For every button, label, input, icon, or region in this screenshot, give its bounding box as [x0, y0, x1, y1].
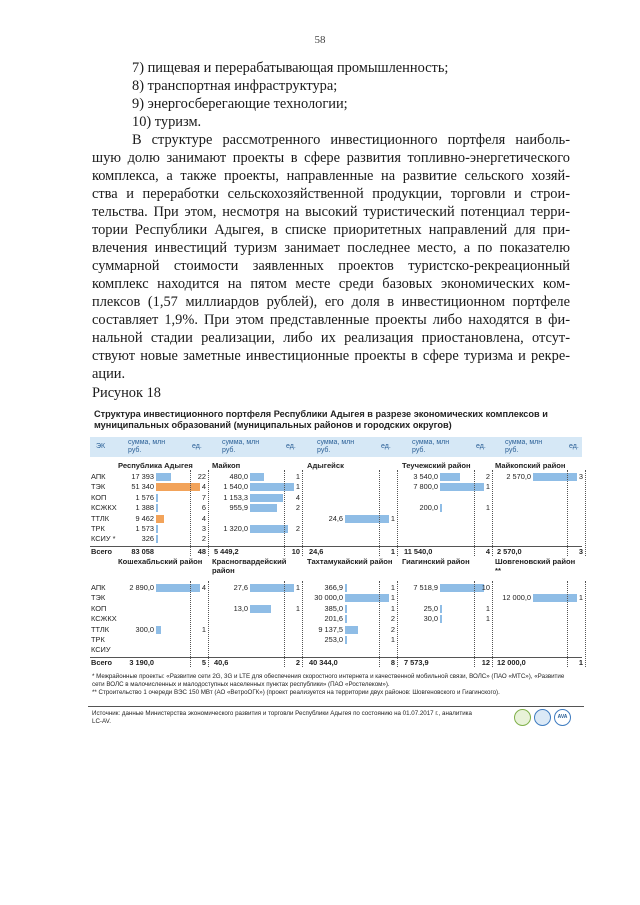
header-count: ед.	[476, 443, 486, 450]
municipality-name: Майкоп	[212, 461, 241, 470]
header-sum: сумма, млн руб.	[412, 439, 450, 454]
data-bar	[156, 626, 161, 634]
paragraph-line: тории Республики Адыгея, в списке приоритетных направлений для при-	[92, 222, 570, 238]
column-separator	[190, 581, 191, 667]
paragraph-line: комплекс находится на пятом месте среди базовых экономических ком-	[92, 276, 570, 292]
count-value: 2	[390, 614, 395, 624]
count-value: 1	[295, 472, 300, 481]
column-separator	[379, 470, 380, 556]
row-label: АПК	[91, 472, 106, 481]
total-count: 10	[291, 546, 300, 556]
total-sum: 40 344,0	[309, 657, 338, 667]
body-paragraph	[92, 131, 570, 383]
row-label: Всего	[91, 657, 113, 667]
total-count: 12	[481, 657, 490, 667]
sum-value: 955,9	[229, 503, 248, 513]
row-label: ТТЛК	[91, 513, 110, 523]
data-bar	[440, 605, 442, 613]
sum-value: 1 153,3	[223, 492, 248, 502]
municipality-name: Теучежский район	[402, 461, 471, 470]
count-value: 2	[295, 524, 300, 533]
count-value: 1	[201, 624, 206, 634]
data-bar	[156, 535, 158, 543]
municipality-name: Гиагинский район	[402, 557, 470, 566]
sum-value: 9 137,5	[318, 624, 343, 634]
count-value: 1	[390, 513, 395, 523]
numbered-list	[132, 59, 448, 131]
sum-value: 201,6	[324, 614, 343, 624]
count-value: 1	[295, 482, 300, 492]
paragraph-line: плексов (1,57 миллиардов рублей), его доля в инвестиционном портфеле	[92, 294, 570, 310]
row-label: АПК	[91, 583, 106, 592]
row-label: КСИУ *	[91, 534, 116, 544]
row-label: КСЖКХ	[91, 503, 117, 513]
total-sum: 5 449,2	[214, 546, 239, 556]
row-label: КОП	[91, 492, 107, 502]
note-item: ** Строительство 1 очереди ВЭС 150 МВт (АО «ВетроОГК») (проект реализуется на территории двух районов: Шовгеновского и Гиагинского).	[92, 689, 500, 696]
total-count: 48	[197, 546, 206, 556]
paragraph-line: ации.	[92, 366, 126, 382]
header-sum: сумма, млн руб.	[505, 439, 543, 454]
count-value: 10	[481, 583, 490, 592]
sum-value: 366,9	[324, 583, 343, 592]
sum-value: 3 540,0	[413, 472, 438, 481]
total-sum: 2 570,0	[497, 546, 522, 556]
sum-value: 12 000,0	[502, 593, 531, 603]
count-value: 22	[197, 472, 206, 481]
source-divider	[88, 706, 584, 707]
count-value: 2	[485, 472, 490, 481]
publisher-logos	[514, 709, 586, 725]
total-count: 8	[390, 657, 395, 667]
header-sum: сумма, млн руб.	[317, 439, 355, 454]
paragraph-line: В структуре рассмотренного инвестиционного портфеля наиболь-	[132, 132, 570, 148]
count-value: 1	[295, 583, 300, 592]
count-value: 1	[390, 593, 395, 603]
total-divider	[90, 546, 582, 547]
paragraph-line: нальной стадии реализации, либо их реализация приостановлена, отсут-	[92, 330, 570, 346]
data-bar	[345, 636, 347, 644]
sum-value: 7 800,0	[413, 482, 438, 492]
municipality-name: Тахтамукайский район	[307, 557, 393, 566]
sum-value: 2 890,0	[129, 583, 154, 592]
municipality-name: Адыгейск	[307, 461, 344, 470]
row-label: ТРК	[91, 635, 105, 644]
data-bar	[156, 525, 158, 533]
data-bar	[156, 473, 171, 481]
figure-source: Источник: данные Министерства экономического развития и торговли Республики Адыгея по состоянию на 01.07.2017 г., аналитика LC-AV.	[92, 710, 472, 725]
data-bar	[250, 473, 264, 481]
column-separator	[397, 581, 398, 667]
total-sum: 83 058	[131, 546, 154, 556]
total-count: 3	[578, 546, 583, 556]
count-value: 1	[390, 635, 395, 644]
header-count: ед.	[569, 443, 579, 450]
count-value: 1	[485, 482, 490, 492]
data-bar	[345, 584, 347, 592]
total-sum: 7 573,9	[404, 657, 429, 667]
total-count: 1	[578, 657, 583, 667]
column-separator	[474, 470, 475, 556]
sum-value: 300,0	[135, 624, 154, 634]
blue-emblem-icon	[534, 709, 551, 726]
count-value: 3	[578, 472, 583, 481]
paragraph-line: ствуют новые заметные инвестиционные проекты в сфере туризма и рекре-	[92, 348, 570, 364]
data-bar	[345, 626, 358, 634]
sum-value: 27,6	[233, 583, 248, 592]
column-separator	[567, 581, 568, 667]
sum-value: 51 340	[131, 482, 154, 492]
total-sum: 24,6	[309, 546, 324, 556]
data-bar	[440, 504, 442, 512]
column-separator	[190, 470, 191, 556]
total-count: 5	[201, 657, 206, 667]
sum-value: 1 576	[135, 492, 154, 502]
count-value: 3	[201, 524, 206, 533]
data-bar	[156, 504, 158, 512]
paragraph-line: ства и переработки сельскохозяйственной продукции, торговли и строи-	[92, 186, 570, 202]
column-separator	[585, 581, 586, 667]
total-sum: 3 190,0	[129, 657, 154, 667]
count-value: 4	[295, 492, 300, 502]
sum-value: 30 000,0	[314, 593, 343, 603]
column-separator	[379, 581, 380, 667]
investment-portfolio-figure	[88, 406, 584, 676]
sum-value: 25,0	[423, 603, 438, 613]
total-count: 2	[295, 657, 300, 667]
sum-value: 30,0	[423, 614, 438, 624]
count-value: 7	[201, 492, 206, 502]
data-bar	[250, 494, 283, 502]
header-sum: сумма, млн руб.	[128, 439, 166, 454]
page-number: 58	[314, 34, 326, 46]
sum-value: 1 320,0	[223, 524, 248, 533]
count-value: 1	[485, 503, 490, 513]
list-item: 8) транспортная инфраструктура;	[132, 78, 338, 94]
count-value: 1	[578, 593, 583, 603]
sum-value: 17 393	[131, 472, 154, 481]
data-bar	[156, 494, 158, 502]
total-sum: 12 000,0	[497, 657, 526, 667]
paragraph-line: составляет 1,9%. При этом представленные проекты либо находятся в фи-	[92, 312, 570, 328]
count-value: 1	[485, 614, 490, 624]
figure-title: Структура инвестиционного портфеля Республики Адыгея в разрезе экономических комплексов и муниципальных образований (муниципальных районов и городских округов)	[94, 409, 548, 430]
column-separator	[585, 470, 586, 556]
header-count: ед.	[192, 443, 202, 450]
count-value: 2	[201, 534, 206, 544]
data-bar	[156, 515, 164, 523]
data-bar	[250, 525, 288, 533]
figure-label: Рисунок 18	[92, 385, 161, 401]
municipality-name: Шовгеновский район **	[495, 557, 576, 575]
count-value: 1	[295, 603, 300, 613]
sum-value: 24,6	[328, 513, 343, 523]
data-bar	[440, 473, 460, 481]
sum-value: 1 540,0	[223, 482, 248, 492]
column-separator	[474, 581, 475, 667]
sum-value: 7 518,9	[413, 583, 438, 592]
sum-value: 9 462	[135, 513, 154, 523]
data-bar	[440, 615, 442, 623]
row-label: ТЭК	[91, 482, 106, 492]
row-label: ТЭК	[91, 593, 106, 603]
count-value: 1	[485, 603, 490, 613]
municipality-name: Республика Адыгея	[118, 461, 193, 470]
paragraph-line: шую долю занимают проекты в сфере развития топливно-энергетического	[92, 150, 570, 166]
header-count: ед.	[286, 443, 296, 450]
green-emblem-icon	[514, 709, 531, 726]
paragraph-line: влечения инвестиций туризм занимает последнее место, а по показателю	[92, 240, 570, 256]
sum-value: 1 388	[135, 503, 154, 513]
sum-value: 385,0	[324, 603, 343, 613]
count-value: 1	[390, 583, 395, 592]
row-label: ТРК	[91, 524, 105, 533]
data-bar	[250, 605, 271, 613]
row-label: ТТЛК	[91, 624, 110, 634]
sum-value: 1 573	[135, 524, 154, 533]
column-separator	[284, 470, 285, 556]
count-value: 2	[295, 503, 300, 513]
data-bar	[250, 504, 277, 512]
sum-value: 480,0	[229, 472, 248, 481]
header-sum: сумма, млн руб.	[222, 439, 260, 454]
municipality-name: Майкопский район	[495, 461, 566, 470]
total-sum: 11 540,0	[404, 546, 433, 556]
paragraph-line: комплекса, а также проекты, направленные на развитие сельского хозяй-	[92, 168, 570, 184]
data-bar	[345, 615, 347, 623]
ava-logo: AVA	[554, 709, 571, 726]
count-value: 6	[201, 503, 206, 513]
list-item: 10) туризм.	[132, 114, 202, 130]
row-label: КОП	[91, 603, 107, 613]
column-separator	[284, 581, 285, 667]
count-value: 1	[390, 603, 395, 613]
municipality-name: Красногвардейский район	[212, 557, 287, 575]
row-label: КСИУ	[91, 645, 111, 655]
total-count: 4	[485, 546, 490, 556]
row-label: Всего	[91, 546, 113, 556]
column-separator	[567, 470, 568, 556]
header-ek: ЭК	[96, 443, 106, 450]
column-separator	[492, 470, 493, 556]
list-item: 9) энергосберегающие технологии;	[132, 96, 348, 112]
count-value: 4	[201, 482, 206, 492]
sum-value: 13,0	[233, 603, 248, 613]
count-value: 4	[201, 513, 206, 523]
sum-value: 253,0	[324, 635, 343, 644]
note-item: * Межрайонные проекты: «Развитие сети 2G, 3G и LTE для обеспечения скоростного интернета и качественной мобильной связи, ВОЛС» (ПАО «МТС»), «Развитие сети ВОЛС в малочисленных и малодоступных населенных пунктах республики» (ПАО «Ростелеком»).	[92, 673, 565, 688]
sum-value: 200,0	[419, 503, 438, 513]
total-divider	[90, 657, 582, 658]
row-label: КСЖКХ	[91, 614, 117, 624]
column-separator	[208, 581, 209, 667]
paragraph-line: суммарной стоимости заявленных проектов туристско-рекреационный	[92, 258, 570, 274]
paragraph-line: тельства. При этом, несмотря на высокий туристический потенциал терри-	[92, 204, 570, 220]
figure-notes	[92, 673, 572, 697]
count-value: 4	[201, 583, 206, 592]
total-sum: 40,6	[214, 657, 229, 667]
sum-value: 326	[141, 534, 154, 544]
list-item: 7) пищевая и перерабатывающая промышленность;	[132, 60, 449, 76]
data-bar	[345, 605, 347, 613]
total-count: 1	[390, 546, 395, 556]
count-value: 2	[390, 624, 395, 634]
sum-value: 2 570,0	[506, 472, 531, 481]
municipality-name: Кошехабльский район	[118, 557, 203, 566]
header-count: ед.	[381, 443, 391, 450]
